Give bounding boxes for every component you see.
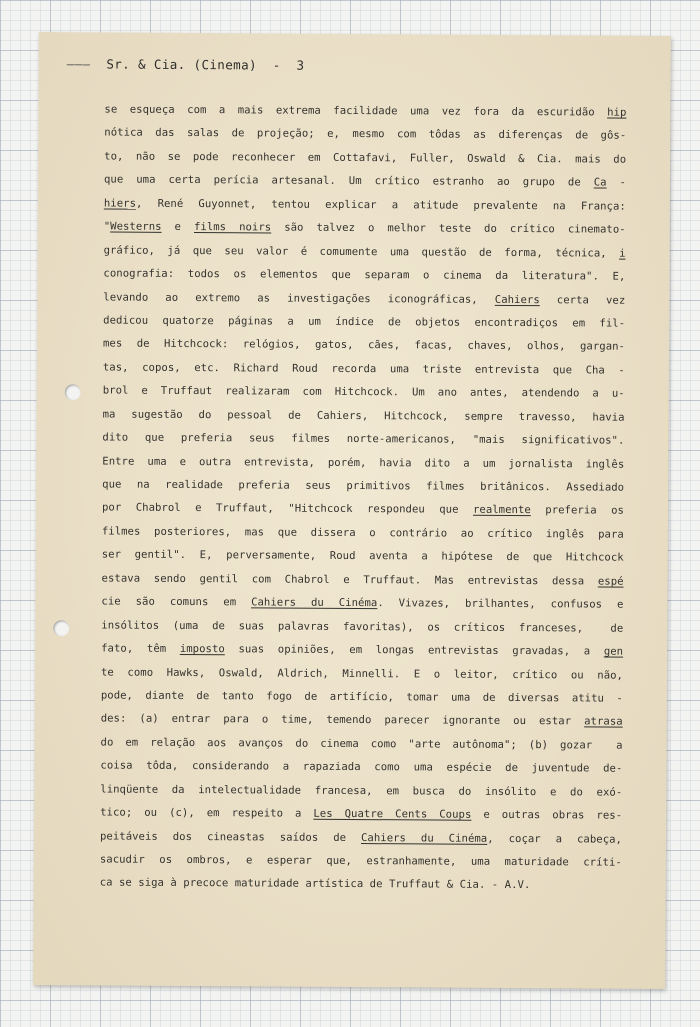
text-line xyxy=(104,216,626,243)
text-line xyxy=(103,356,625,383)
underlined-text: Cahiers xyxy=(494,293,540,306)
text-segment: que uma certa perícia artesanal. Um crítico estranho ao grupo de xyxy=(103,173,594,189)
text-line xyxy=(102,520,624,547)
text-line xyxy=(102,497,624,524)
text-segment: coisa tôda, considerando a rapaziada como uma espécie de juventude de- xyxy=(100,759,623,775)
text-segment: ser gentil". E, perversamente, Roud aventa a hipótese de que Hitchcock xyxy=(101,548,624,564)
text-line xyxy=(101,708,623,735)
underlined-text: hip xyxy=(607,106,627,119)
text-line xyxy=(103,309,625,336)
text-segment: peitáveis dos cineastas saídos de xyxy=(99,830,362,844)
text-segment: dito que preferia seus filmes norte-americanos, "mais significativos". xyxy=(102,431,625,447)
text-line xyxy=(101,614,623,641)
text-segment: do em relação aos avanços do cinema como "arte autônoma"; (b) gozar a xyxy=(100,736,623,752)
text-line xyxy=(104,192,626,219)
text-segment: conografia: todos os elementos que separam o cinema da literatura". E, xyxy=(103,267,626,283)
header-title: Sr. & Cia. (Cinema) - 3 xyxy=(106,56,305,73)
text-segment: to, não se pode reconhecer em Cottafavi, Fuller, Oswald & Cia. mais do xyxy=(104,150,627,166)
text-line xyxy=(100,825,622,852)
text-line xyxy=(101,731,623,758)
text-segment: estava sendo gentil com Chabrol e Truffaut. Mas entrevistas dessa xyxy=(101,572,598,588)
document-page xyxy=(33,32,671,989)
text-segment: des: (a) entrar para o time, temendo parecer ignorante ou estar xyxy=(100,712,585,728)
text-segment: , René Guyonnet, tentou explicar a atitude prevalente na França: xyxy=(135,197,626,213)
underlined-text: films noirs xyxy=(193,221,272,234)
binder-hole-top xyxy=(65,384,81,400)
text-line xyxy=(102,450,624,477)
text-segment: sacudir os ombros, e esperar que, estranhamente, uma maturidade críti- xyxy=(99,853,622,869)
text-line xyxy=(102,427,624,454)
binder-hole-bottom xyxy=(53,620,69,636)
text-segment: por Chabrol e Truffaut, "Hitchcock respondeu que xyxy=(101,501,474,517)
text-line xyxy=(103,403,625,430)
text-segment: que na realidade preferia seus primitivos filmes britânicos. Assediado xyxy=(102,478,625,494)
text-segment: ma sugestão do pessoal de Cahiers, Hitchcock, sempre travesso, havia xyxy=(102,408,625,424)
text-segment: mes de Hitchcock: relógios, gatos, cães, facas, chaves, olhos, gargan- xyxy=(102,337,626,354)
text-segment: fato, têm xyxy=(101,642,180,656)
underlined-text: hiers xyxy=(103,197,137,210)
text-line xyxy=(102,544,624,571)
text-segment: suas opiniões, em longas entrevistas gravadas, a xyxy=(224,643,604,658)
text-line xyxy=(101,591,623,618)
text-segment: e xyxy=(161,221,195,234)
text-segment: nótica das salas de projeção; e, mesmo com tôdas as diferenças de gôs- xyxy=(104,126,627,143)
underlined-text: Les Quatre Cents Coups xyxy=(313,807,472,821)
text-segment: pode, diante de tanto fogo de artifício, tomar uma de diversas atitu - xyxy=(100,689,623,705)
text-line xyxy=(104,98,626,125)
text-segment: linqüente da intelectualidade francesa, em busca do insólito e do exó- xyxy=(100,783,623,799)
underlined-text: espé xyxy=(597,575,624,588)
text-segment: gráfico, já que seu valor é comumente uma questão de forma, técnica, xyxy=(103,244,620,260)
text-segment: cie são comuns em xyxy=(101,595,252,609)
underlined-text: Ca xyxy=(593,176,607,189)
text-line xyxy=(104,239,626,266)
text-line xyxy=(101,684,623,711)
text-segment: levando ao extremo as investigações iconográficas, xyxy=(103,290,495,306)
text-line xyxy=(104,169,626,196)
underlined-text: imposto xyxy=(179,643,225,656)
text-line xyxy=(103,263,625,290)
text-segment: filmes posteriores, mas que dissera o contrário ao crítico inglês para xyxy=(101,525,624,541)
underlined-text: Cahiers du Cinéma xyxy=(360,831,488,845)
text-segment: ca se siga à precoce maturidade artística de Truffaut & Cia. - A.V. xyxy=(99,876,531,892)
text-segment: preferia os xyxy=(530,504,625,518)
text-line xyxy=(103,286,625,313)
text-segment: - xyxy=(606,176,627,189)
underlined-text: gen xyxy=(603,645,624,658)
text-segment: tas, copos, etc. Richard Roud recorda uma triste entrevista que Cha - xyxy=(102,361,625,377)
text-segment: . Vivazes, brilhantes, confusos e xyxy=(377,597,624,611)
text-segment: , coçar a cabeça, xyxy=(487,832,623,846)
text-segment: e outras obras res- xyxy=(471,808,623,822)
text-segment: dedicou quatorze páginas a um índice de objetos encontradiços em fil- xyxy=(103,314,626,330)
underlined-text: realmente xyxy=(472,504,531,517)
text-segment: insólitos (uma de suas palavras favoritas), os críticos franceses, de xyxy=(101,619,624,635)
text-line xyxy=(103,333,625,360)
text-line xyxy=(101,661,623,688)
text-segment: " xyxy=(103,220,111,233)
text-line xyxy=(100,755,622,782)
text-line xyxy=(104,122,626,149)
underlined-text: Westerns xyxy=(110,220,162,234)
text-segment: Entre uma e outra entrevista, porém, havia dito a um jornalista inglês xyxy=(102,455,625,471)
page-header xyxy=(67,56,305,72)
text-line xyxy=(100,848,622,875)
text-line xyxy=(100,778,622,805)
underlined-text: atrasa xyxy=(584,715,623,729)
text-line xyxy=(102,473,624,500)
underlined-text: i xyxy=(619,247,626,260)
text-line xyxy=(101,638,623,665)
text-line xyxy=(100,802,622,829)
text-line xyxy=(104,145,626,172)
text-segment: tico; ou (c), em respeito a xyxy=(100,806,314,820)
underlined-text: Cahiers du Cinéma xyxy=(251,596,378,610)
text-segment: brol e Truffaut realizaram com Hitchcock. Um ano antes, atendendo a u- xyxy=(102,384,625,400)
text-segment: te como Hawks, Oswald, Aldrich, Minnelli. E o leitor, crítico ou não, xyxy=(100,665,624,682)
header-dash: ——— xyxy=(66,56,91,72)
text-segment: são talvez o melhor teste do crítico cinemato- xyxy=(271,221,626,236)
text-segment: se esqueça com a mais extrema facilidade uma vez fora da escuridão xyxy=(104,103,608,119)
typewritten-text xyxy=(100,98,627,898)
text-line xyxy=(103,380,625,407)
text-segment: certa vez xyxy=(539,293,626,307)
text-line xyxy=(102,567,624,594)
text-line xyxy=(100,872,622,899)
